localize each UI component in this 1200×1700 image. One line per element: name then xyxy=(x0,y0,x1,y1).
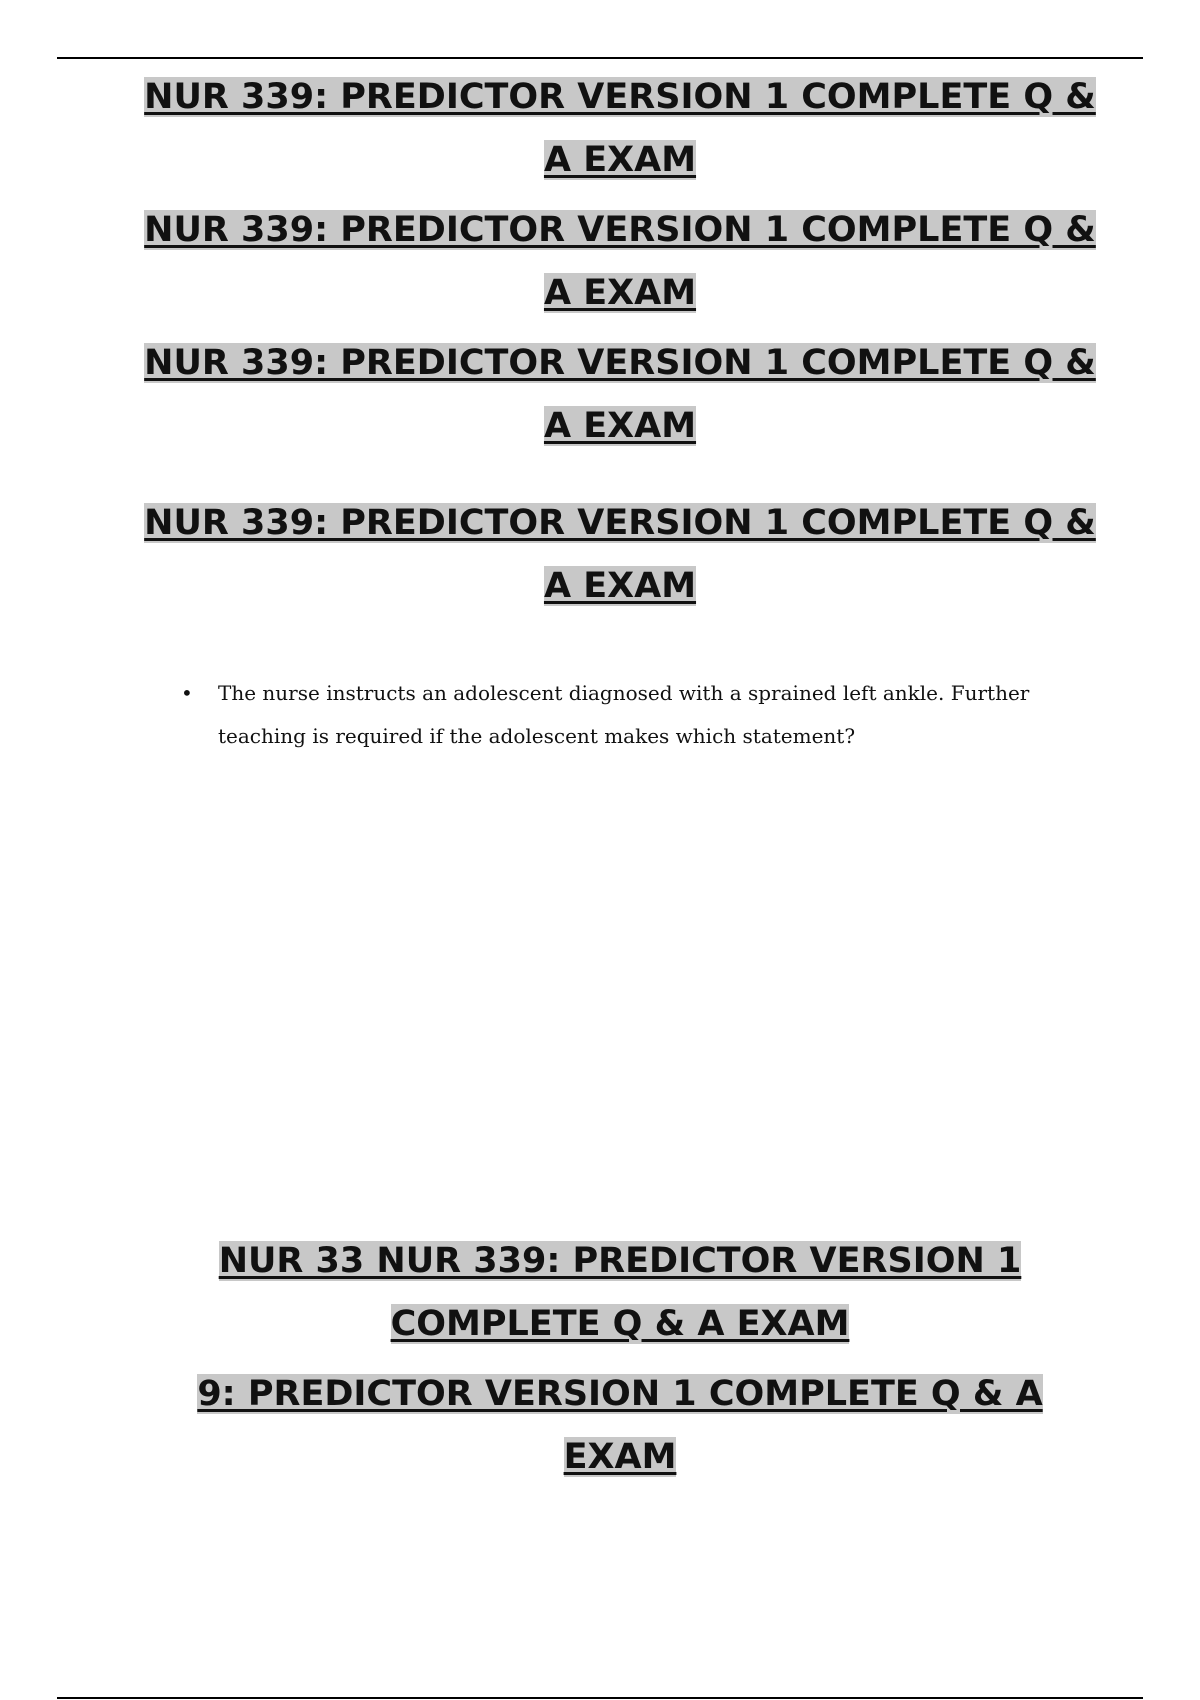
exam-title-heading-1 xyxy=(130,66,1110,192)
heading-text: NUR 339: PREDICTOR VERSION 1 COMPLETE Q & A EXAM xyxy=(144,210,1096,313)
heading-text: NUR 339: PREDICTOR VERSION 1 COMPLETE Q & A EXAM xyxy=(144,503,1096,606)
exam-title-heading-4 xyxy=(130,492,1110,618)
exam-title-heading-3 xyxy=(130,332,1110,458)
heading-text: 9: PREDICTOR VERSION 1 COMPLETE Q & A EXAM xyxy=(197,1374,1043,1477)
page-top-rule xyxy=(57,57,1143,59)
question-text: The nurse instructs an adolescent diagnosed with a sprained left ankle. Further teaching is required if the adolescent makes which statement? xyxy=(218,681,1030,748)
heading-text: NUR 339: PREDICTOR VERSION 1 COMPLETE Q & A EXAM xyxy=(144,343,1096,446)
exam-title-heading-6 xyxy=(150,1363,1090,1489)
question-list xyxy=(175,672,1075,758)
heading-text: NUR 33 NUR 339: PREDICTOR VERSION 1 COMPLETE Q & A EXAM xyxy=(218,1241,1022,1344)
page-bottom-rule xyxy=(57,1697,1143,1699)
bullet-icon: • xyxy=(181,681,193,705)
question-item xyxy=(175,672,1075,758)
heading-text: NUR 339: PREDICTOR VERSION 1 COMPLETE Q & A EXAM xyxy=(144,77,1096,180)
exam-title-heading-2 xyxy=(130,199,1110,325)
exam-title-heading-5 xyxy=(150,1230,1090,1356)
